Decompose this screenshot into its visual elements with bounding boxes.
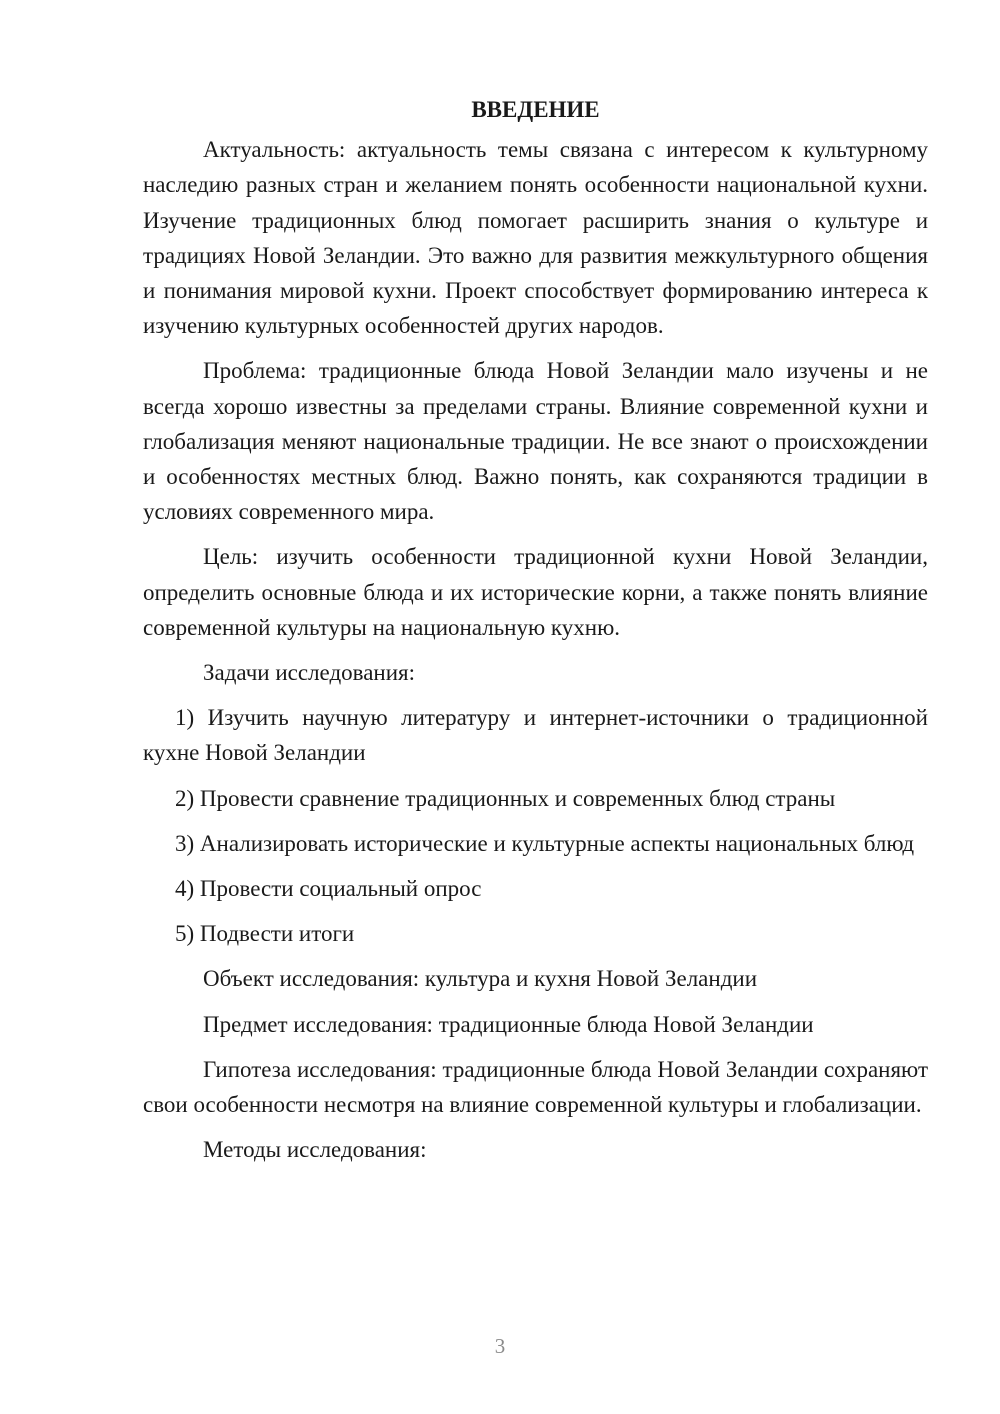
goal-paragraph: Цель: изучить особенности традиционной кухни Новой Зеландии, определить основные блюда и их исторические корни, а также понять влияние современной культуры на национальную кухню. (143, 544, 928, 640)
research-hypothesis: Гипотеза исследования: традиционные блюда Новой Зеландии сохраняют свои особенности несмотря на влияние современной культуры и глобализации. (143, 1056, 928, 1118)
research-object: Объект исследования: культура и кухня Новой Зеландии (203, 966, 758, 992)
task-item-2: 2) Провести сравнение традиционных и современных блюд страны (175, 785, 836, 811)
page-title: ВВЕДЕНИЕ (471, 97, 600, 122)
task-item-1: 1) Изучить научную литературу и интернет-источники о традиционной кухне Новой Зеландии (143, 705, 928, 766)
document-page (143, 92, 928, 1177)
research-subject: Предмет исследования: традиционные блюда Новой Зеландии (203, 1011, 814, 1037)
task-item-4: 4) Провести социальный опрос (175, 876, 482, 902)
task-item-5: 5) Подвести итоги (175, 921, 355, 947)
task-item-3: 3) Анализировать исторические и культурные аспекты национальных блюд (175, 830, 915, 856)
tasks-heading: Задачи исследования: (203, 660, 416, 686)
problem-paragraph: Проблема: традиционные блюда Новой Зеландии мало изучены и не всегда хорошо известны за пределами страны. Влияние современной кухни и глобализация меняют национальные традиции. Не все знают о происхождении и особенностях местных блюд. Важно понять, как сохраняются традиции в условиях современного мира. (143, 358, 928, 525)
methods-heading: Методы исследования: (203, 1137, 427, 1163)
relevance-paragraph: Актуальность: актуальность темы связана с интересом к культурному наследию разных стран и желанием понять особенности национальной кухни. Изучение традиционных блюд помогает расширить знания о культуре и традициях Новой Зеландии. Это важно для развития межкультурного общения и понимания мировой кухни. Проект способствует формированию интереса к изучению культурных особенностей других народов. (143, 137, 928, 339)
page-number: 3 (494, 1334, 506, 1358)
